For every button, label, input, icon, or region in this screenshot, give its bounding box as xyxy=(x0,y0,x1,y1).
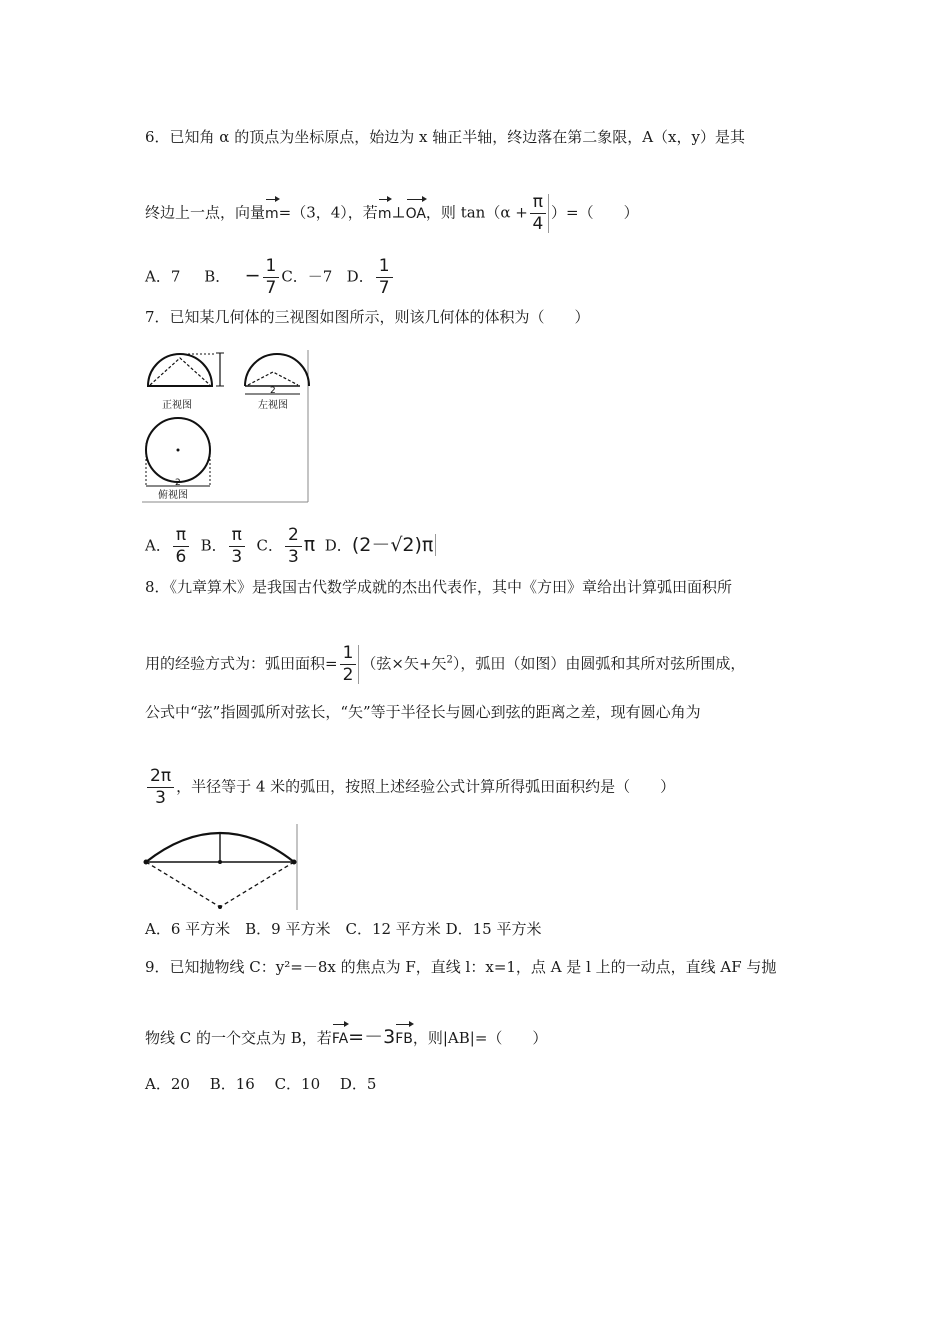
q8-line2 xyxy=(145,645,745,684)
q6-option-d-fraction xyxy=(376,258,393,297)
side-view-label: 左视图 xyxy=(258,400,288,411)
q6-option-b-fraction xyxy=(263,258,280,297)
q8-options: A．6 平方米 B．9 平方米 C．12 平方米 D．15 平方米 xyxy=(145,920,542,938)
q6-text-b: =（3，4），若 xyxy=(278,203,378,222)
q9-text-b: ，则|AB|=（ ） xyxy=(412,1029,548,1047)
fraction-denominator: 7 xyxy=(378,278,390,298)
fraction-numerator: 1 xyxy=(263,258,280,278)
q8-text-c: ），弧田（如图）由圆弧和其所对弦所围成， xyxy=(452,654,746,673)
q8-line4 xyxy=(145,768,675,807)
fraction-denominator: 7 xyxy=(265,278,277,298)
q7-options xyxy=(145,527,436,566)
front-view-label: 正视图 xyxy=(162,400,192,411)
q9-line1: 9．已知抛物线 C：y²=－8x 的焦点为 F，直线 l：x=1，点 A 是 l 上的一动点，直线 AF 与抛 xyxy=(145,958,777,976)
q8-text-b: （弦×矢+矢 xyxy=(361,654,447,673)
fraction-numerator: 1 xyxy=(376,258,393,278)
chord-midpoint xyxy=(218,860,222,864)
vector-m: m xyxy=(265,197,279,225)
vector-fb: FB xyxy=(395,1022,413,1050)
vector-oa: OA xyxy=(406,197,426,225)
q7-option-d: D． xyxy=(324,536,352,555)
q6-text-c: ，则 tan（α + xyxy=(425,203,528,222)
q9-options: A．20 B．16 C．10 D．5 xyxy=(145,1075,377,1093)
one-half-fraction xyxy=(340,645,360,684)
q7-option-a-fraction xyxy=(173,527,189,566)
fraction-numerator: 1 xyxy=(340,645,357,665)
top-view-center-dot xyxy=(177,449,180,452)
q6-option-c: C．－7 xyxy=(281,267,333,286)
superscript-two: 2 xyxy=(446,654,453,666)
q7-option-b: B． xyxy=(200,536,227,555)
q6-option-b: B． xyxy=(204,267,231,286)
top-view-dim-label: 2 xyxy=(175,478,181,488)
q9-line2 xyxy=(145,1022,547,1050)
q8-text-d: ，半径等于 4 米的弧田，按照上述经验公式计算所得弧田面积约是（ ） xyxy=(176,777,676,796)
radius-left-dashed xyxy=(146,862,220,907)
q8-line1: 8．《九章算术》是我国古代数学成就的杰出代表作，其中《方田》章给出计算弧田面积所 xyxy=(145,578,733,596)
fraction-numerator: π xyxy=(229,527,245,547)
circle-center-point xyxy=(218,905,222,909)
side-view-dim-label: 2 xyxy=(270,386,276,396)
q7-option-c-fraction xyxy=(285,527,302,566)
pi-over-4-fraction xyxy=(530,194,549,233)
q6-text-a: 终边上一点，向量 xyxy=(145,203,266,222)
chord-end-right xyxy=(292,860,297,865)
minus-sign: − xyxy=(244,264,261,287)
q8-text-a: 用的经验方式为：弧田面积= xyxy=(145,654,338,673)
three-view-diagram xyxy=(140,348,310,504)
q9-text-a: 物线 C 的一个交点为 B，若 xyxy=(145,1029,332,1047)
q9-relation: =－3 xyxy=(348,1026,396,1048)
q6-text-d: ）=（ ） xyxy=(551,203,639,222)
q6-options xyxy=(145,258,395,297)
fraction-numerator: π xyxy=(173,527,189,547)
q7-option-b-fraction xyxy=(229,527,245,566)
q7-text: 7．已知某几何体的三视图如图所示，则该几何体的体积为（ ） xyxy=(145,308,590,326)
q8-line3: 公式中“弦”指圆弧所对弦长，“矢”等于半径长与圆心到弦的距离之差，现有圆心角为 xyxy=(145,703,701,721)
fraction-denominator: 3 xyxy=(231,547,243,567)
fraction-denominator: 2 xyxy=(342,665,354,685)
q7-option-a: A． xyxy=(145,536,171,555)
q7-option-c: C． xyxy=(256,536,283,555)
fraction-numerator: 2π xyxy=(147,768,174,788)
q7-option-d-expression: (2－√2)π xyxy=(352,534,437,556)
fraction-denominator: 3 xyxy=(287,547,299,567)
perp-symbol: ⊥ xyxy=(391,203,406,222)
q6-line1: 6．已知角 α 的顶点为坐标原点，始边为 x 轴正半轴，终边落在第二象限，A（x，y）是其 xyxy=(145,128,745,146)
q6-line2 xyxy=(145,194,639,233)
two-pi-over-3-fraction xyxy=(147,768,174,807)
fraction-denominator: 6 xyxy=(175,547,187,567)
fraction-numerator: 2 xyxy=(285,527,302,547)
vector-m-2: m xyxy=(378,197,392,225)
fraction-numerator: π xyxy=(530,194,546,214)
q6-option-a: A．7 xyxy=(145,267,181,286)
arc-field-figure xyxy=(140,822,300,912)
radius-right-dashed xyxy=(220,862,294,907)
q6-option-d: D． xyxy=(346,267,374,286)
vector-fa: FA xyxy=(332,1022,348,1050)
fraction-denominator: 4 xyxy=(532,214,544,234)
fraction-denominator: 3 xyxy=(155,788,166,808)
arc-field-diagram xyxy=(140,822,300,912)
side-view-dashed-lines xyxy=(248,372,298,385)
three-view-figure xyxy=(140,348,310,504)
pi-symbol: π xyxy=(303,533,316,556)
chord-end-left xyxy=(144,860,149,865)
top-view-label: 俯视图 xyxy=(158,490,188,501)
